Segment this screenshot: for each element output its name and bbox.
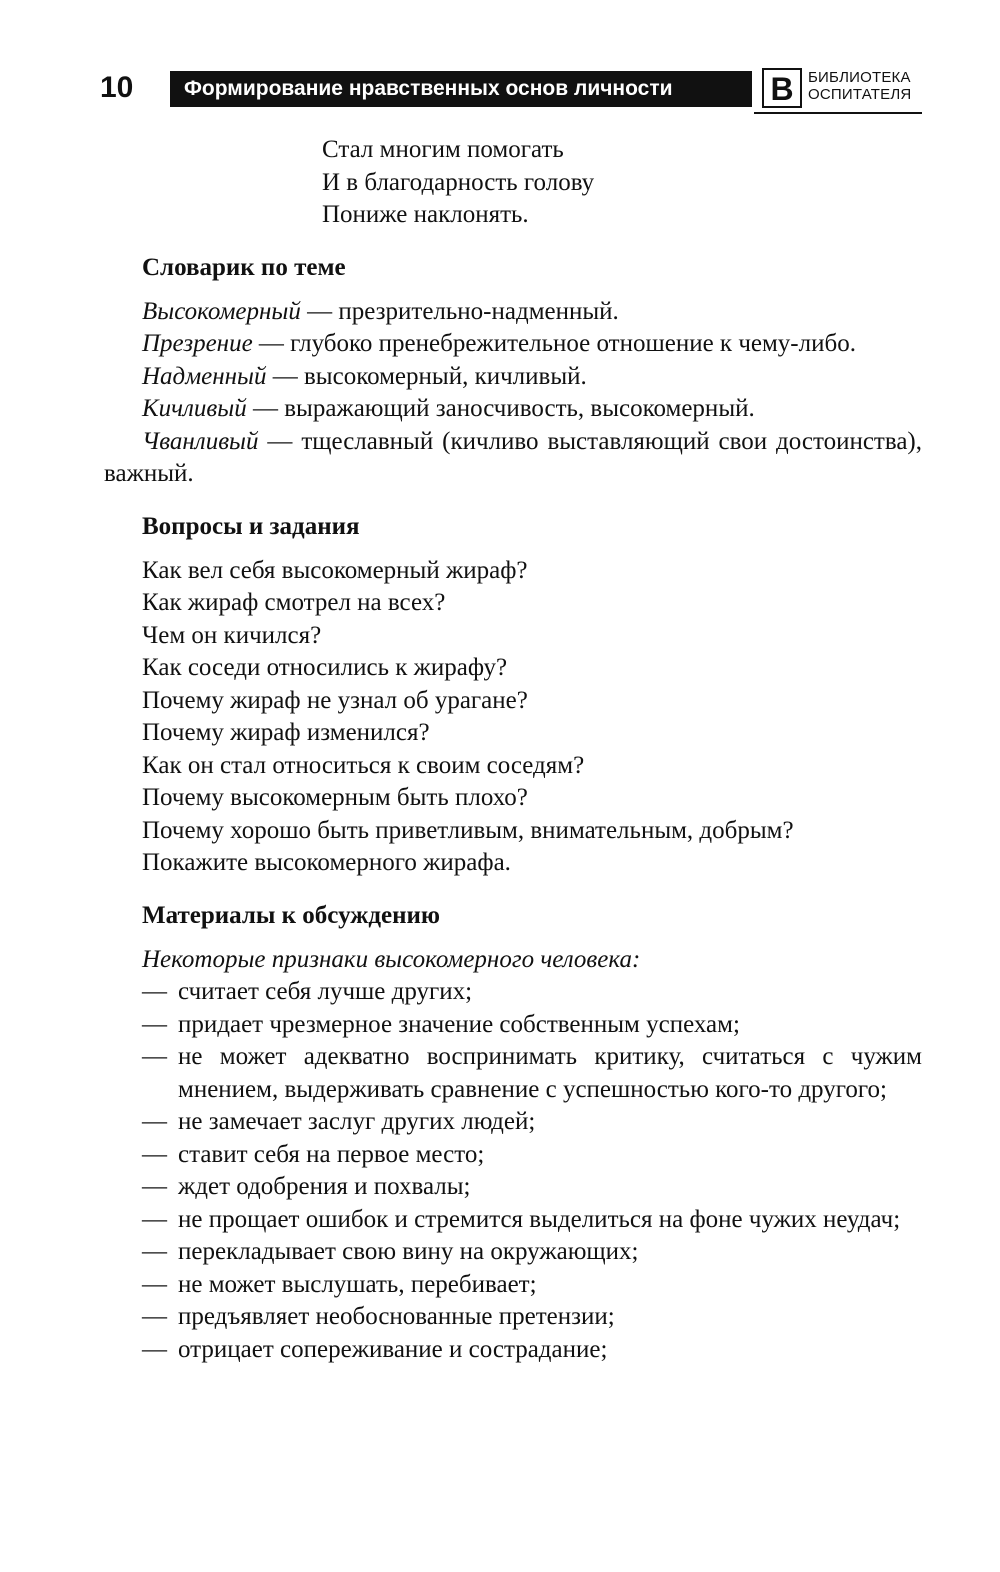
list-item: — ставит себя на первое место;: [104, 1139, 922, 1172]
logo-line-1: БИБЛИОТЕКА: [808, 69, 911, 86]
logo-line-2: ОСПИТАТЕЛЯ: [808, 86, 912, 103]
question-item: Как он стал относиться к своим соседям?: [142, 751, 585, 779]
glossary-definition: — высокомерный, кичливый.: [266, 362, 587, 390]
poem-line: И в благодарность голову: [322, 168, 595, 196]
question-item: Почему жираф не узнал об урагане?: [142, 686, 528, 714]
glossary-entry: [104, 426, 922, 491]
glossary-entry: [104, 393, 922, 426]
question-item: Почему высокомерным быть плохо?: [142, 784, 528, 811]
poem-line: Пониже наклонять.: [322, 201, 529, 228]
poem-excerpt: [322, 134, 922, 232]
glossary-heading: Словарик по теме: [142, 253, 346, 281]
running-title: Формирование нравственных основ личности: [170, 71, 752, 107]
glossary-term: Надменный: [142, 362, 267, 390]
question-item: Как жираф смотрел на всех?: [142, 589, 446, 616]
poem-line: Стал многим помогать: [322, 136, 564, 163]
list-item: — перекладывает свою вину на окружающих;: [104, 1236, 922, 1269]
question-item: Почему жираф изменился?: [142, 719, 430, 746]
list-item: — не замечает заслуг других людей;: [104, 1106, 922, 1139]
page-number: 10: [100, 71, 134, 104]
question-item: Покажите высокомерного жирафа.: [142, 849, 511, 876]
glossary-definition: — тщеславный (кичливо выставляющий свои достоинства), важный.: [104, 427, 922, 487]
question-item: Как вел себя высокомерный жираф?: [142, 556, 528, 584]
page-header: [98, 64, 922, 116]
glossary-entry: [104, 328, 922, 361]
glossary-definition: — глубоко пренебрежительное отношение к чему-либо.: [252, 330, 856, 357]
list-item: — ждет одобрения и похвалы;: [104, 1171, 922, 1204]
series-logo-letter: В: [762, 68, 802, 108]
page-content: [104, 134, 922, 1366]
list-item: — предъявляет необоснованные претензии;: [104, 1301, 922, 1334]
glossary-term: Чванливый: [142, 427, 259, 455]
list-item: — не может выслушать, перебивает;: [104, 1269, 922, 1302]
series-logo-text: [808, 69, 911, 103]
questions-list: [142, 555, 922, 880]
glossary-entry: [104, 361, 922, 394]
glossary-definition: — презрительно-надменный.: [300, 297, 619, 325]
glossary-term: Кичливый: [142, 395, 247, 422]
materials-intro: Некоторые признаки высокомерного человека:: [142, 945, 641, 973]
glossary-entry: [104, 296, 922, 329]
glossary-term: Презрение: [142, 330, 253, 357]
materials-heading: Материалы к обсуждению: [142, 901, 441, 929]
question-item: Чем он кичился?: [142, 621, 322, 649]
question-item: Почему хорошо быть приветливым, внимательным, добрым?: [142, 816, 794, 844]
list-item: — не может адекватно воспринимать критику, считаться с чужим мнением, выдерживать сравнение с успешностью кого-то другого;: [104, 1041, 922, 1106]
logo-underline: [754, 112, 922, 114]
glossary-definition: — выражающий заносчивость, высокомерный.: [246, 395, 755, 422]
questions-heading: Вопросы и задания: [142, 512, 360, 540]
list-item: — считает себя лучше других;: [104, 976, 922, 1009]
glossary: [104, 296, 922, 491]
list-item: — придает чрезмерное значение собственным успехам;: [104, 1009, 922, 1042]
list-item: — не прощает ошибок и стремится выделиться на фоне чужих неудач;: [104, 1204, 922, 1237]
question-item: Как соседи относились к жирафу?: [142, 654, 508, 681]
materials-list: [104, 944, 922, 1367]
list-item: — отрицает сопереживание и сострадание;: [104, 1334, 922, 1367]
glossary-term: Высокомерный: [142, 297, 301, 325]
